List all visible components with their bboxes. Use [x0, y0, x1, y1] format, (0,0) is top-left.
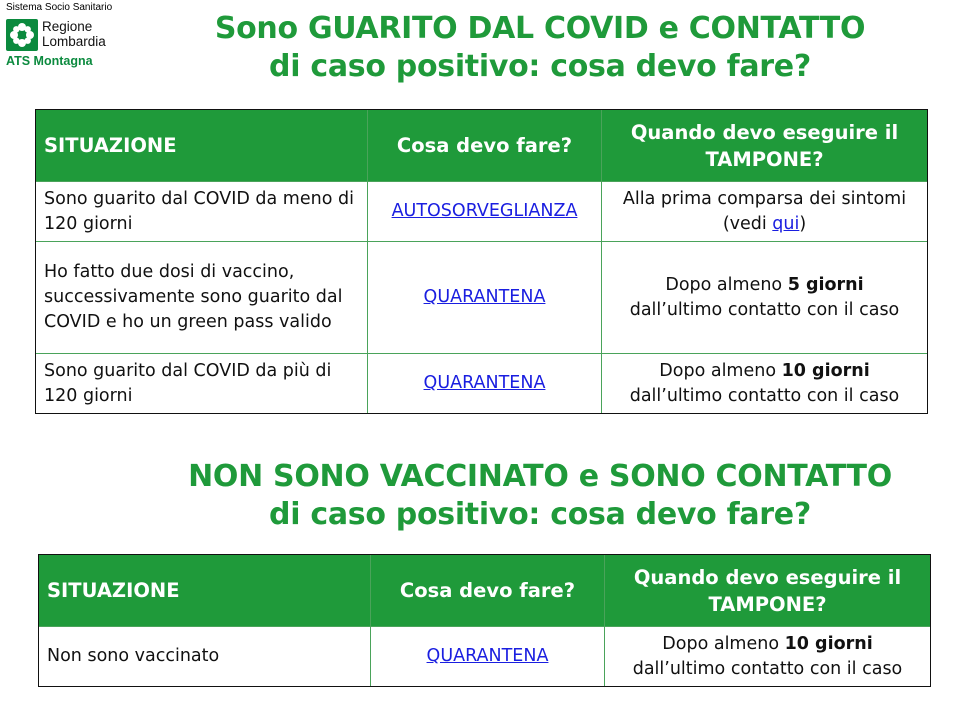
- table-row: [39, 627, 931, 687]
- logo-top-line: Sistema Socio Sanitario: [6, 2, 113, 13]
- when-text-end: dall’ultimo contatto con il caso: [632, 658, 903, 679]
- row-situation: Non sono vaccinato: [39, 627, 371, 687]
- section1-title-line1: Sono GUARITO DAL COVID e CONTATTO: [214, 11, 866, 46]
- row-when: [605, 627, 931, 687]
- when-text: Alla prima comparsa dei sintomi (vedi: [622, 188, 907, 234]
- table-row: [36, 182, 928, 242]
- table-header-row: [36, 110, 928, 182]
- when-text: Dopo almeno: [659, 360, 782, 381]
- autosorveglianza-link[interactable]: AUTOSORVEGLIANZA: [391, 201, 578, 221]
- logo-subtitle: ATS Montagna: [6, 54, 93, 68]
- table-row: [36, 354, 928, 414]
- section2-title-line1: NON SONO VACCINATO e SONO CONTATTO: [188, 459, 892, 494]
- lombardy-rose-icon: [6, 19, 38, 51]
- row-action-cell: [368, 182, 602, 242]
- when-days: 10 giorni: [784, 633, 873, 654]
- section1-table: [35, 109, 928, 414]
- logo-brand-line2: Lombardia: [42, 34, 106, 49]
- when-days: 5 giorni: [787, 274, 864, 295]
- header-cosa-devo-fare: Cosa devo fare?: [368, 110, 602, 182]
- ats-montagna-logo: [6, 2, 136, 68]
- table-row: [36, 242, 928, 354]
- row-action-cell: [368, 354, 602, 414]
- section2-title-line2: di caso positivo: cosa devo fare?: [269, 497, 811, 532]
- table-header-row: [39, 555, 931, 627]
- section1-title-line2: di caso positivo: cosa devo fare?: [269, 49, 811, 84]
- when-text: Dopo almeno: [662, 633, 785, 654]
- quarantena-link[interactable]: QUARANTENA: [423, 287, 546, 307]
- logo-brand: [42, 19, 106, 49]
- when-text-end: dall’ultimo contatto con il caso: [629, 299, 900, 320]
- header-cosa-devo-fare: Cosa devo fare?: [371, 555, 605, 627]
- section1-title: [200, 10, 880, 86]
- quarantena-link[interactable]: QUARANTENA: [426, 646, 549, 666]
- header-quando-tampone: Quando devo eseguire il TAMPONE?: [602, 110, 928, 182]
- when-text-end: ): [799, 213, 807, 234]
- row-situation: Sono guarito dal COVID da meno di 120 giorni: [36, 182, 368, 242]
- row-when: [602, 242, 928, 354]
- logo-brand-line1: Regione: [42, 19, 93, 34]
- row-when: [602, 182, 928, 242]
- row-when: [602, 354, 928, 414]
- when-days: 10 giorni: [781, 360, 870, 381]
- qui-link[interactable]: qui: [772, 213, 800, 234]
- section2-table: [38, 554, 931, 687]
- row-action-cell: [371, 627, 605, 687]
- when-text: Dopo almeno: [665, 274, 788, 295]
- header-situazione: SITUAZIONE: [39, 555, 371, 627]
- quarantena-link[interactable]: QUARANTENA: [423, 373, 546, 393]
- section2-title: [170, 458, 910, 534]
- row-action-cell: [368, 242, 602, 354]
- header-situazione: SITUAZIONE: [36, 110, 368, 182]
- row-situation: Sono guarito dal COVID da più di 120 giorni: [36, 354, 368, 414]
- row-situation: Ho fatto due dosi di vaccino, successivamente sono guarito dal COVID e ho un green pass valido: [36, 242, 368, 354]
- when-text-end: dall’ultimo contatto con il caso: [629, 385, 900, 406]
- header-quando-tampone: Quando devo eseguire il TAMPONE?: [605, 555, 931, 627]
